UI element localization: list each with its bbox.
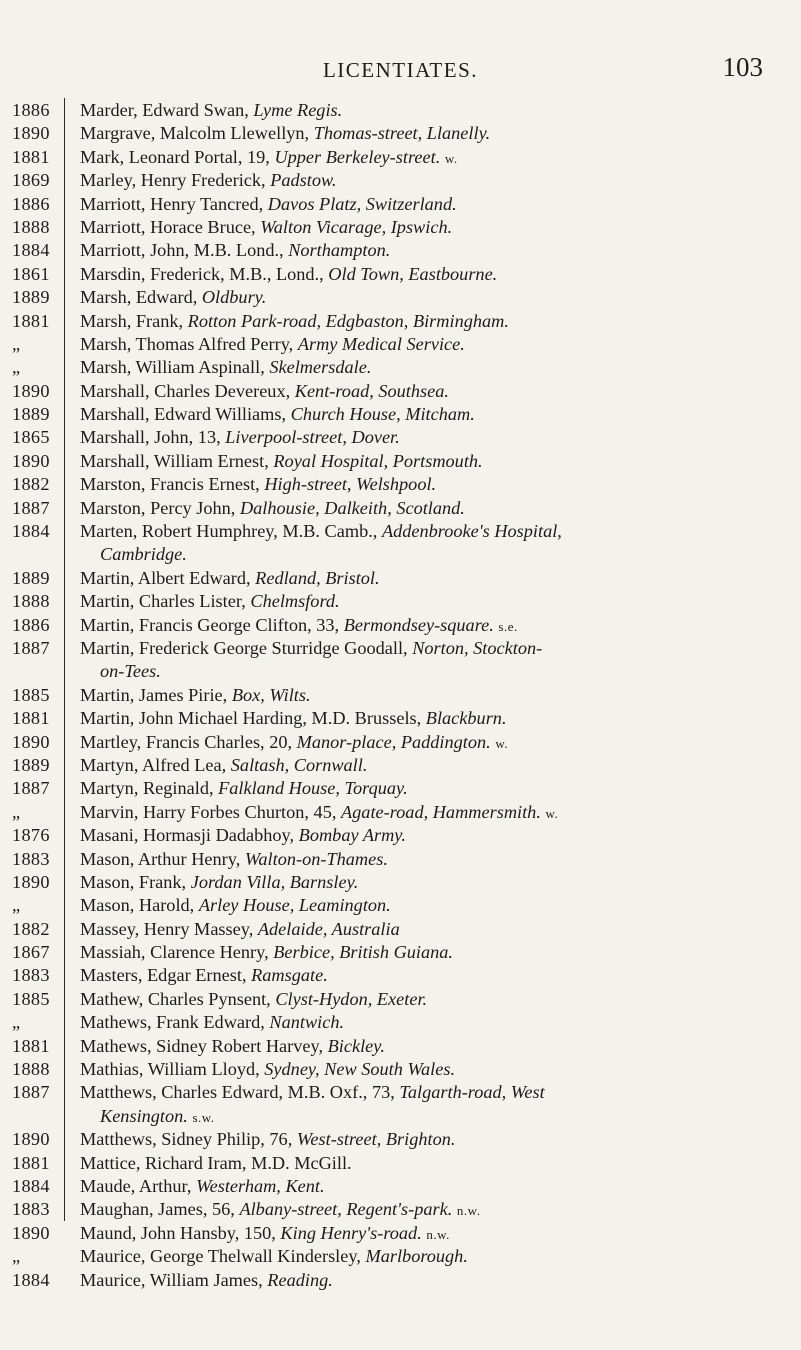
- entry-name: Mathews, Frank Edward,: [80, 1012, 265, 1033]
- entry-year: 1883: [12, 965, 50, 986]
- licentiate-list: [0, 99, 801, 1292]
- entry-name: Maund, John Hansby, 150,: [80, 1222, 276, 1243]
- entry-row: [0, 310, 801, 333]
- entry-year: 1885: [12, 988, 50, 1009]
- entry-text: [80, 988, 427, 1011]
- entry-address: Falkland House, Torquay.: [218, 778, 408, 799]
- entry-name: Mason, Frank,: [80, 871, 187, 892]
- entry-text: [80, 193, 457, 216]
- entry-address: Army Medical Service.: [297, 333, 465, 354]
- entry-name: Marsh, William Aspinall,: [80, 357, 265, 378]
- entry-name: Martin, Albert Edward,: [80, 567, 251, 588]
- entry-name: Maurice, William James,: [80, 1269, 263, 1290]
- entry-row: [0, 1081, 801, 1104]
- entry-text: [80, 1269, 333, 1292]
- entry-row: [0, 1175, 801, 1198]
- entry-text: [80, 1081, 545, 1104]
- entry-row: [0, 918, 801, 941]
- entry-address: Reading.: [267, 1269, 333, 1290]
- entry-name: Martyn, Reginald,: [80, 778, 214, 799]
- entry-name: Mathew, Charles Pynsent,: [80, 988, 271, 1009]
- entry-row: [0, 403, 801, 426]
- entry-address: Bermondsey-square.: [343, 614, 494, 635]
- entry-text: [80, 707, 507, 730]
- entry-row: [0, 286, 801, 309]
- entry-name: Massey, Henry Massey,: [80, 918, 254, 939]
- entry-name: Marriott, Henry Tancred,: [80, 193, 264, 214]
- entry-text: [80, 637, 542, 660]
- entry-text: [80, 614, 518, 638]
- entry-name: Martin, James Pirie,: [80, 684, 228, 705]
- entry-address: Sydney, New South Wales.: [264, 1059, 456, 1080]
- entry-row: [0, 1011, 801, 1034]
- entry-address: High-street, Welshpool.: [264, 474, 437, 495]
- entry-year: 1890: [12, 123, 50, 144]
- entry-row: [0, 754, 801, 777]
- entry-row: [0, 356, 801, 379]
- entry-name: Marston, Percy John,: [80, 497, 236, 518]
- entry-text: [80, 590, 340, 613]
- entry-text: [80, 450, 483, 473]
- entry-row: [0, 590, 801, 613]
- entry-postal-district: w.: [495, 735, 509, 751]
- entry-name: Mason, Harold,: [80, 895, 195, 916]
- entry-row: [0, 1058, 801, 1081]
- entry-year: 1887: [12, 637, 50, 658]
- entry-name: Margrave, Malcolm Llewellyn,: [80, 123, 310, 144]
- entry-address: King Henry's-road.: [280, 1222, 422, 1243]
- entry-text: [80, 1011, 344, 1034]
- entry-year: 1884: [12, 240, 50, 261]
- entry-address: Jordan Villa, Barnsley.: [190, 871, 359, 892]
- entry-text: [80, 520, 562, 543]
- entry-year: 1886: [12, 193, 50, 214]
- entry-address: Agate-road, Hammersmith.: [341, 801, 541, 822]
- entry-year: 1881: [12, 708, 50, 729]
- entry-postal-district: w.: [545, 805, 559, 821]
- entry-address: Addenbrooke's Hospital,: [381, 521, 562, 542]
- entry-address: Bickley.: [327, 1035, 385, 1056]
- entry-year: 1882: [12, 474, 50, 495]
- entry-text: [80, 1198, 480, 1222]
- running-title: LICENTIATES.: [322, 58, 479, 82]
- entry-address: Ramsgate.: [251, 965, 328, 986]
- entry-name: Marten, Robert Humphrey, M.B. Camb.,: [80, 521, 378, 542]
- entry-row: [0, 520, 801, 543]
- entry-year: 1886: [12, 614, 50, 635]
- entry-name: Martin, Charles Lister,: [80, 591, 246, 612]
- entry-row: [0, 333, 801, 356]
- entry-address: Liverpool-street, Dover.: [225, 427, 400, 448]
- entry-text: [80, 777, 408, 800]
- entry-year: 1883: [12, 848, 50, 869]
- entry-text: [80, 848, 388, 871]
- entry-row: [0, 848, 801, 871]
- entry-row: [0, 146, 801, 169]
- entry-row: [0, 239, 801, 262]
- entry-address: Saltash, Cornwall.: [230, 754, 368, 775]
- entry-address: Northampton.: [288, 240, 391, 261]
- entry-text: [80, 310, 509, 333]
- entry-name: Marriott, Horace Bruce,: [80, 216, 256, 237]
- entry-postal-district: n.w.: [426, 1226, 450, 1242]
- entry-text: [80, 941, 453, 964]
- entry-name: Marder, Edward Swan,: [80, 100, 249, 120]
- entry-name: Maude, Arthur,: [80, 1175, 192, 1196]
- entry-year: 1889: [12, 404, 50, 425]
- entry-row: [0, 637, 801, 660]
- entry-name: Martley, Francis Charles, 20,: [80, 731, 293, 752]
- entry-address: Talgarth-road, West: [399, 1082, 545, 1103]
- entry-year: 1887: [12, 1082, 50, 1103]
- entry-address: Adelaide, Australia: [257, 918, 400, 939]
- entry-year: 1888: [12, 1059, 50, 1080]
- entry-text: [80, 426, 400, 449]
- entry-text: [80, 356, 371, 379]
- entry-name: Marvin, Harry Forbes Churton, 45,: [80, 801, 337, 822]
- entry-name: Mattice, Richard Iram, M.D. McGill.: [80, 1152, 352, 1173]
- entry-year: 1890: [12, 871, 50, 892]
- entry-row: [0, 1035, 801, 1058]
- entry-name: Matthews, Charles Edward, M.B. Oxf., 73,: [80, 1082, 395, 1103]
- entry-text: [80, 122, 490, 145]
- entry-name: Maughan, James, 56,: [80, 1199, 235, 1220]
- entry-year: 1865: [12, 427, 50, 448]
- entry-row: [0, 99, 801, 122]
- entry-text: [80, 1035, 385, 1058]
- entry-row: [0, 263, 801, 286]
- entry-row: [0, 801, 801, 824]
- entry-name: Marsh, Thomas Alfred Perry,: [80, 333, 294, 354]
- entry-text: [80, 1245, 468, 1268]
- entry-text: [80, 801, 558, 825]
- entry-name: Matthews, Sidney Philip, 76,: [80, 1129, 293, 1150]
- page-header: [0, 52, 801, 92]
- entry-year: „: [12, 333, 21, 354]
- entry-row: [0, 964, 801, 987]
- entry-address: Bombay Army.: [298, 825, 406, 846]
- entry-text: [80, 1058, 455, 1081]
- entry-year: 1885: [12, 684, 50, 705]
- entry-address: Dalhousie, Dalkeith, Scotland.: [239, 497, 465, 518]
- entry-text: [80, 239, 390, 262]
- entry-name: Marsh, Edward,: [80, 287, 198, 308]
- entry-name: Masani, Hormasji Dadabhoy,: [80, 825, 295, 846]
- entry-continuation-row: [0, 1105, 801, 1128]
- entry-name: Marriott, John, M.B. Lond.,: [80, 240, 284, 261]
- entry-text: [80, 99, 342, 122]
- entry-name: Marsh, Frank,: [80, 310, 184, 331]
- entry-text: [80, 824, 406, 847]
- entry-row: [0, 216, 801, 239]
- entry-year: „: [12, 1012, 21, 1033]
- entry-name: Marley, Henry Frederick,: [80, 170, 266, 191]
- entry-address: Davos Platz, Switzerland.: [267, 193, 457, 214]
- entry-address: Kensington.: [100, 1105, 188, 1126]
- entry-row: [0, 871, 801, 894]
- entry-address: Manor-place, Paddington.: [296, 731, 491, 752]
- entry-text: [80, 169, 336, 192]
- entry-row: [0, 380, 801, 403]
- entry-year: 1889: [12, 567, 50, 588]
- entry-year: 1889: [12, 754, 50, 775]
- entry-address: Rotton Park-road, Edgbaston, Birmingham.: [187, 310, 509, 331]
- entry-address: Royal Hospital, Portsmouth.: [273, 450, 483, 471]
- entry-name: Mathews, Sidney Robert Harvey,: [80, 1035, 324, 1056]
- entry-text: [100, 660, 161, 683]
- entry-year: 1890: [12, 1222, 50, 1243]
- entry-address: Marlborough.: [365, 1246, 468, 1267]
- entry-text: [80, 146, 458, 170]
- entry-row: [0, 473, 801, 496]
- entry-address: Albany-street, Regent's-park.: [239, 1199, 453, 1220]
- entry-row: [0, 1269, 801, 1292]
- entry-year: „: [12, 357, 21, 378]
- entry-year: 1876: [12, 825, 50, 846]
- entry-year: 1887: [12, 497, 50, 518]
- entry-text: [80, 754, 367, 777]
- entry-address: Chelmsford.: [250, 591, 340, 612]
- entry-row: [0, 1152, 801, 1175]
- entry-year: 1890: [12, 1129, 50, 1150]
- entry-year: 1884: [12, 521, 50, 542]
- entry-address: on-Tees.: [100, 661, 161, 682]
- entry-row: [0, 731, 801, 754]
- entry-address: Thomas-street, Llanelly.: [313, 123, 491, 144]
- entry-year: 1888: [12, 216, 50, 237]
- entry-address: Oldbury.: [201, 287, 267, 308]
- entry-postal-district: s.w.: [192, 1109, 215, 1125]
- entry-name: Marshall, Edward Williams,: [80, 404, 287, 425]
- entry-name: Martin, John Michael Harding, M.D. Brussels,: [80, 708, 422, 729]
- entry-name: Martin, Francis George Clifton, 33,: [80, 614, 340, 635]
- entry-row: [0, 824, 801, 847]
- entry-text: [80, 684, 311, 707]
- entry-address: Westerham, Kent.: [196, 1175, 325, 1196]
- entry-address: Norton, Stockton-: [412, 637, 543, 658]
- entry-postal-district: n.w.: [456, 1203, 481, 1219]
- entry-row: [0, 941, 801, 964]
- entry-address: Clyst-Hydon, Exeter.: [275, 988, 428, 1009]
- entry-row: [0, 497, 801, 520]
- entry-year: „: [12, 895, 21, 916]
- entry-text: [80, 333, 465, 356]
- entry-row: [0, 614, 801, 637]
- entry-row: [0, 894, 801, 917]
- entry-address: Kent-road, Southsea.: [294, 380, 449, 401]
- entry-name: Maurice, George Thelwall Kindersley,: [80, 1246, 361, 1267]
- entry-text: [80, 263, 497, 286]
- entry-year: 1881: [12, 146, 50, 167]
- entry-text: [100, 543, 187, 566]
- entry-address: Skelmersdale.: [269, 357, 372, 378]
- entry-address: Cambridge.: [100, 544, 187, 565]
- entry-row: [0, 1222, 801, 1245]
- entry-text: [100, 1105, 215, 1129]
- entry-year: 1881: [12, 310, 50, 331]
- entry-text: [80, 380, 449, 403]
- entry-address: Upper Berkeley-street.: [274, 146, 441, 167]
- entry-address: Walton Vicarage, Ipswich.: [260, 216, 453, 237]
- entry-row: [0, 450, 801, 473]
- entry-text: [80, 473, 436, 496]
- entry-year: 1881: [12, 1035, 50, 1056]
- entry-name: Massiah, Clarence Henry,: [80, 942, 269, 963]
- entry-row: [0, 1245, 801, 1268]
- entry-row: [0, 1128, 801, 1151]
- entry-text: [80, 403, 475, 426]
- entry-address: Box, Wilts.: [231, 684, 311, 705]
- entry-row: [0, 122, 801, 145]
- entry-address: Nantwich.: [269, 1012, 345, 1033]
- entry-row: [0, 169, 801, 192]
- entry-row: [0, 426, 801, 449]
- entry-text: [80, 1152, 352, 1175]
- entry-text: [80, 1222, 450, 1246]
- entry-address: Redland, Bristol.: [255, 567, 380, 588]
- entry-address: Walton-on-Thames.: [244, 848, 388, 869]
- entry-continuation-row: [0, 543, 801, 566]
- entry-text: [80, 918, 400, 941]
- entry-address: Berbice, British Guiana.: [273, 942, 453, 963]
- entry-year: 1882: [12, 918, 50, 939]
- entry-postal-district: w.: [444, 150, 458, 166]
- entry-text: [80, 497, 465, 520]
- entry-text: [80, 964, 328, 987]
- entry-row: [0, 684, 801, 707]
- entry-continuation-row: [0, 660, 801, 683]
- entry-year: 1890: [12, 380, 50, 401]
- entry-text: [80, 871, 358, 894]
- entry-year: 1861: [12, 263, 50, 284]
- entry-text: [80, 286, 266, 309]
- entry-row: [0, 567, 801, 590]
- entry-name: Martyn, Alfred Lea,: [80, 754, 227, 775]
- entry-year: 1884: [12, 1175, 50, 1196]
- entry-year: 1888: [12, 591, 50, 612]
- entry-address: Padstow.: [270, 170, 337, 191]
- entry-year: 1890: [12, 450, 50, 471]
- entry-name: Marshall, John, 13,: [80, 427, 221, 448]
- entry-text: [80, 1175, 325, 1198]
- entry-name: Marston, Francis Ernest,: [80, 474, 260, 495]
- entry-address: West-street, Brighton.: [296, 1129, 456, 1150]
- entry-row: [0, 707, 801, 730]
- entry-text: [80, 567, 380, 590]
- entry-address: Church House, Mitcham.: [290, 404, 475, 425]
- entry-name: Masters, Edgar Ernest,: [80, 965, 247, 986]
- entry-year: 1890: [12, 731, 50, 752]
- entry-address: Blackburn.: [425, 708, 507, 729]
- entry-year: 1887: [12, 778, 50, 799]
- entry-row: [0, 1198, 801, 1221]
- entry-text: [80, 731, 508, 755]
- entry-text: [80, 1128, 455, 1151]
- entry-row: [0, 988, 801, 1011]
- entry-year: 1889: [12, 287, 50, 308]
- entry-row: [0, 777, 801, 800]
- entry-name: Mark, Leonard Portal, 19,: [80, 146, 270, 167]
- page-number: 103: [722, 52, 763, 82]
- entry-name: Mathias, William Lloyd,: [80, 1059, 260, 1080]
- entry-year: 1867: [12, 942, 50, 963]
- entry-name: Marshall, Charles Devereux,: [80, 380, 291, 401]
- entry-year: 1884: [12, 1269, 50, 1290]
- entry-name: Martin, Frederick George Sturridge Goodall,: [80, 637, 408, 658]
- entry-year: „: [12, 801, 21, 822]
- entry-address: Old Town, Eastbourne.: [328, 263, 498, 284]
- entry-text: [80, 216, 452, 239]
- entry-name: Marshall, William Ernest,: [80, 450, 269, 471]
- entry-year: 1886: [12, 100, 50, 120]
- entry-year: 1881: [12, 1152, 50, 1173]
- entry-name: Marsdin, Frederick, M.B., Lond.,: [80, 263, 324, 284]
- entry-address: Lyme Regis.: [253, 100, 343, 120]
- entry-name: Mason, Arthur Henry,: [80, 848, 241, 869]
- entry-year: 1883: [12, 1199, 50, 1220]
- entry-year: „: [12, 1246, 21, 1267]
- entry-address: Arley House, Leamington.: [198, 895, 391, 916]
- entry-row: [0, 193, 801, 216]
- entry-year: 1869: [12, 170, 50, 191]
- entry-text: [80, 894, 391, 917]
- entry-postal-district: s.e.: [498, 618, 518, 634]
